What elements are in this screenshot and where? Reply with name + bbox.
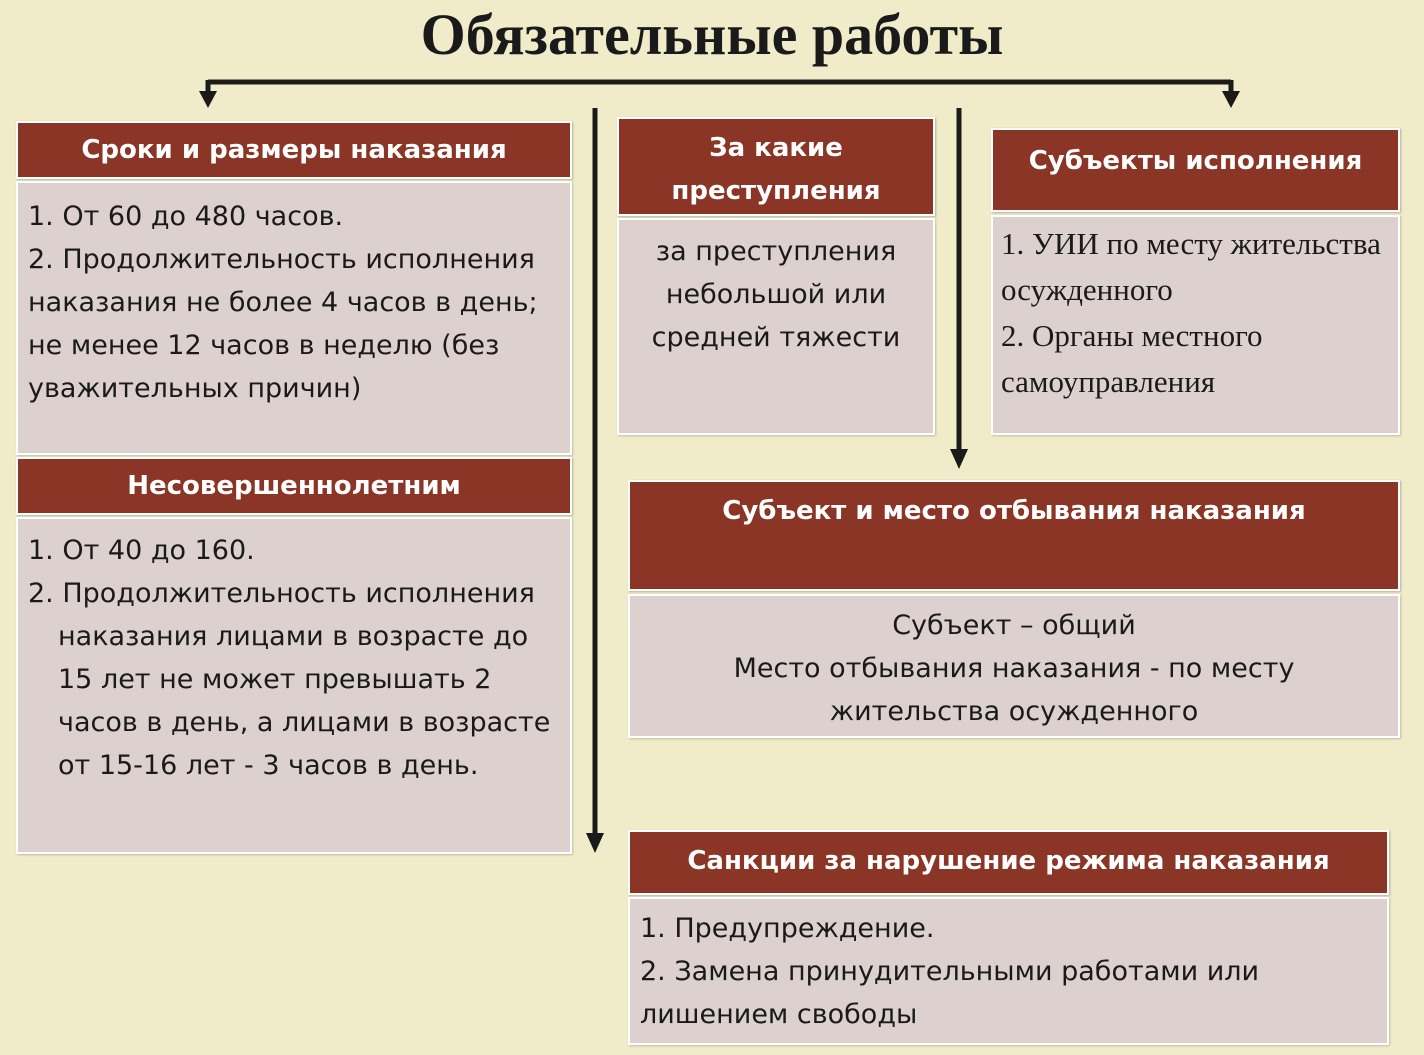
- executors-item-1: 1. УИИ по месту жительства осужденного: [1001, 226, 1381, 307]
- subject-place-header: Субъект и место отбывания наказания: [628, 480, 1400, 591]
- sanctions-header: Санкции за нарушение режима наказания: [628, 830, 1389, 895]
- arrow-left-head: [199, 91, 217, 108]
- subject-place-box: [628, 594, 1400, 738]
- executors-box: [991, 215, 1400, 435]
- subject-place-line-1: Субъект – общий: [892, 610, 1136, 641]
- arrow-middle-head: [586, 833, 604, 853]
- page-title: Обязательные работы: [420, 2, 1004, 67]
- terms-header: Сроки и размеры наказания: [16, 121, 572, 179]
- sanctions-box: [628, 897, 1389, 1045]
- sanctions-item-2: 2. Замена принудительными работами или лишением свободы: [640, 956, 1260, 1030]
- terms-box: [16, 181, 572, 455]
- crimes-text: за преступления небольшой или средней тяжести: [651, 236, 901, 353]
- subject-place-line-2: Место отбывания наказания - по месту жительства осужденного: [733, 653, 1295, 727]
- minors-item-1: 1. От 40 до 160.: [28, 535, 255, 566]
- minors-header: Несовершеннолетним: [16, 457, 572, 515]
- minors-box: [16, 517, 572, 854]
- terms-item-2: 2. Продолжительность исполнения наказания не более 4 часов в день; не менее 12 часов в неделю (без уважительных причин): [28, 244, 538, 404]
- executors-item-2: 2. Органы местного самоуправления: [1001, 318, 1263, 399]
- arrow-right-head: [1222, 91, 1240, 108]
- arrow-right-middle-head: [950, 449, 968, 469]
- executors-header: Субъекты исполнения: [991, 128, 1400, 212]
- minors-item-2: 2. Продолжительность исполнения наказания лицами в возрасте до 15 лет не может превышать 2 часов в день, а лицами в возрасте от 15-16 лет - 3 часов в день.: [28, 578, 551, 781]
- crimes-box: [617, 218, 935, 435]
- sanctions-item-1: 1. Предупреждение.: [640, 913, 935, 944]
- crimes-header: За какие преступления: [617, 117, 935, 216]
- terms-item-1: 1. От 60 до 480 часов.: [28, 201, 344, 232]
